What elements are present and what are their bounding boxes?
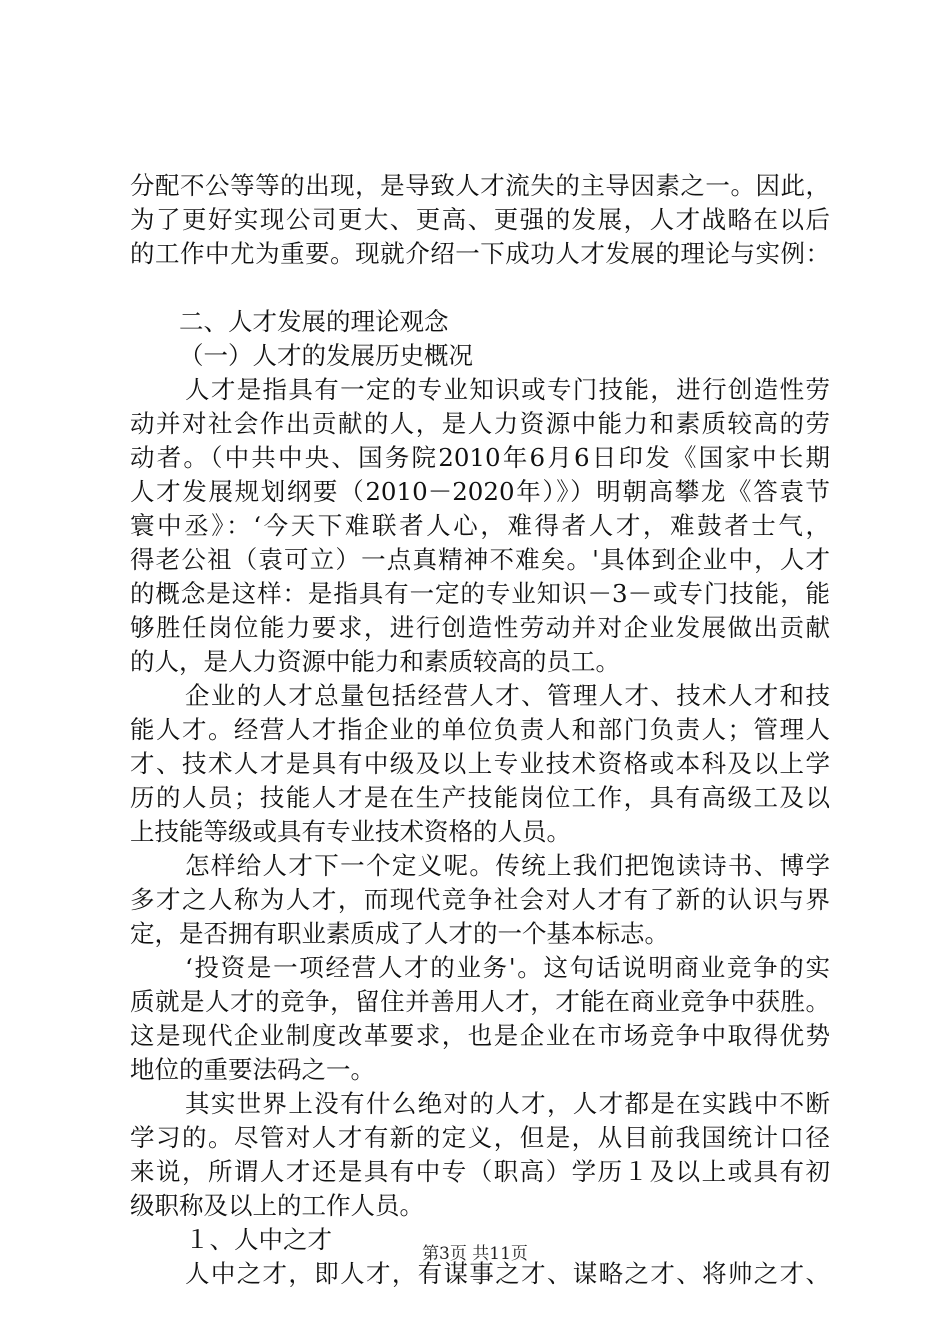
text-line: 质就是人才的竞争，留住并善用人才，才能在商业竞争中获胜。 (130, 987, 830, 1016)
text-line: 来说，所谓人才还是具有中专（职高）学历１及以上或具有初 (130, 1157, 830, 1186)
text-line: 的工作中尤为重要。现就介绍一下成功人才发展的理论与实例： (130, 239, 830, 268)
document-body (130, 169, 830, 1291)
text-line: 学习的。尽管对人才有新的定义，但是，从目前我国统计口径 (130, 1123, 830, 1152)
paragraph-talent-definition-question (130, 849, 830, 951)
text-line: 怎样给人才下一个定义呢。传统上我们把饱读诗书、博学 (185, 851, 830, 880)
text-line: 寰中丞》：‘今天下难联者人心，难得者人才，难鼓者士气， (130, 511, 830, 540)
text-line: 人中之才，即人才，有谋事之才、谋略之才、将帅之才、 (185, 1259, 830, 1288)
text-line: 人才是指具有一定的专业知识或专门技能，进行创造性劳 (185, 375, 830, 404)
paragraph-no-absolute-talent (130, 1087, 830, 1223)
text-line: 地位的重要法码之一。 (130, 1055, 375, 1084)
paragraph-talent-definition (130, 373, 830, 679)
page-number-footer: 第3页 共11页 (422, 1244, 528, 1264)
text-line: 够胜任岗位能力要求，进行创造性劳动并对企业发展做出贡献 (130, 613, 830, 642)
text-line: 企业的人才总量包括经营人才、管理人才、技术人才和技 (185, 681, 830, 710)
text-line: 上技能等级或具有专业技术资格的人员。 (130, 817, 571, 846)
text-line: 这是现代企业制度改革要求，也是企业在市场竞争中取得优势 (130, 1021, 830, 1050)
paragraph-gap (130, 271, 830, 305)
subsection-heading: （一）人才的发展历史概况 (179, 341, 473, 370)
text-line: ‘投资是一项经营人才的业务'。这句话说明商业竞争的实 (185, 953, 830, 982)
text-line: 的人，是人力资源中能力和素质较高的员工。 (130, 647, 620, 676)
paragraph-talent-total (130, 679, 830, 849)
text-line: 多才之人称为人才，而现代竞争社会对人才有了新的认识与界 (130, 885, 830, 914)
text-line: 其实世界上没有什么绝对的人才，人才都是在实践中不断 (185, 1089, 830, 1118)
paragraph-investment (130, 951, 830, 1087)
text-line: 分配不公等等的出现，是导致人才流失的主导因素之一。因此， (130, 171, 830, 200)
text-line: 人才发展规划纲要（2010－2020年）》）明朝高攀龙《答袁节 (130, 477, 830, 506)
text-line: 历的人员；技能人才是在生产技能岗位工作，具有高级工及以 (130, 783, 830, 812)
intro-paragraph (130, 169, 830, 271)
text-line: 得老公祖（袁可立）一点真精神不难矣。'具体到企业中，人才 (130, 545, 830, 574)
text-line: 才、技术人才是具有中级及以上专业技术资格或本科及以上学 (130, 749, 830, 778)
text-line: 动者。（中共中央、国务院2010年6月6日印发《国家中长期 (130, 443, 830, 472)
text-line: 的概念是这样：是指具有一定的专业知识－3－或专门技能，能 (130, 579, 830, 608)
text-line: 定，是否拥有职业素质成了人才的一个基本标志。 (130, 919, 669, 948)
section-heading: 二、人才发展的理论观念 (179, 307, 449, 336)
item-heading: １、人中之才 (185, 1225, 332, 1254)
text-line: 动并对社会作出贡献的人，是人力资源中能力和素质较高的劳 (130, 409, 830, 438)
text-line: 级职称及以上的工作人员。 (130, 1191, 424, 1220)
text-line: 能人才。经营人才指企业的单位负责人和部门负责人；管理人 (130, 715, 830, 744)
text-line: 为了更好实现公司更大、更高、更强的发展，人才战略在以后 (130, 205, 830, 234)
